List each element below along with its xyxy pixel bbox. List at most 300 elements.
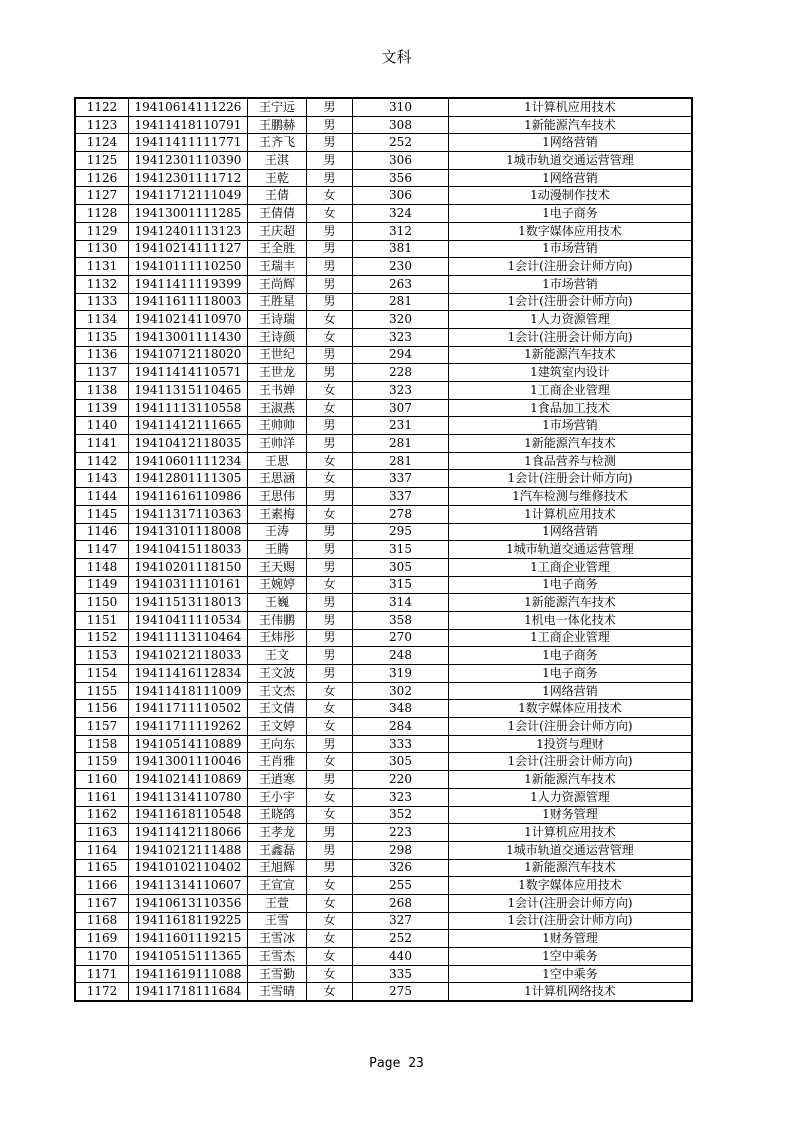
major-cell: 1新能源汽车技术 [449,771,693,789]
roster-table-body [75,98,692,1001]
gender-cell: 女 [307,930,353,948]
row-seq-cell: 1148 [75,558,129,576]
row-seq-cell: 1146 [75,523,129,541]
student-name-cell: 王尚辉 [248,275,307,293]
major-cell: 1网络营销 [449,682,693,700]
table-row [75,152,692,170]
score-cell: 223 [353,824,449,842]
student-id-cell: 19411314110607 [129,877,248,895]
row-seq-cell: 1154 [75,665,129,683]
row-seq-cell: 1138 [75,382,129,400]
table-row [75,948,692,966]
table-row [75,930,692,948]
gender-cell: 男 [307,134,353,152]
table-row [75,98,692,116]
student-id-cell: 19411412111665 [129,417,248,435]
table-row [75,293,692,311]
gender-cell: 女 [307,700,353,718]
student-id-cell: 19410214110869 [129,771,248,789]
score-cell: 230 [353,258,449,276]
student-id-cell: 19411711119262 [129,718,248,736]
row-seq-cell: 1144 [75,488,129,506]
student-name-cell: 王思伟 [248,488,307,506]
student-id-cell: 19411712111049 [129,187,248,205]
gender-cell: 男 [307,665,353,683]
major-cell: 1新能源汽车技术 [449,116,693,134]
score-cell: 315 [353,576,449,594]
table-row [75,399,692,417]
gender-cell: 女 [307,311,353,329]
row-seq-cell: 1166 [75,877,129,895]
gender-cell: 男 [307,594,353,612]
score-cell: 327 [353,912,449,930]
major-cell: 1电子商务 [449,665,693,683]
row-seq-cell: 1151 [75,611,129,629]
student-id-cell: 19411317110363 [129,505,248,523]
score-cell: 312 [353,222,449,240]
student-id-cell: 19412301110390 [129,152,248,170]
student-id-cell: 19412401113123 [129,222,248,240]
major-cell: 1工商企业管理 [449,382,693,400]
student-name-cell: 王肖雅 [248,753,307,771]
gender-cell: 男 [307,523,353,541]
row-seq-cell: 1137 [75,364,129,382]
gender-cell: 男 [307,558,353,576]
student-name-cell: 王庆超 [248,222,307,240]
student-name-cell: 王瑞丰 [248,258,307,276]
major-cell: 1投资与理财 [449,735,693,753]
row-seq-cell: 1158 [75,735,129,753]
student-id-cell: 19411414110571 [129,364,248,382]
major-cell: 1新能源汽车技术 [449,594,693,612]
row-seq-cell: 1153 [75,647,129,665]
score-cell: 298 [353,841,449,859]
major-cell: 1网络营销 [449,134,693,152]
major-cell: 1新能源汽车技术 [449,435,693,453]
table-row [75,824,692,842]
student-name-cell: 王思涵 [248,470,307,488]
student-name-cell: 王巍 [248,594,307,612]
major-cell: 1建筑室内设计 [449,364,693,382]
score-cell: 281 [353,293,449,311]
student-name-cell: 王文婷 [248,718,307,736]
score-cell: 306 [353,187,449,205]
row-seq-cell: 1125 [75,152,129,170]
score-cell: 323 [353,382,449,400]
score-cell: 323 [353,788,449,806]
row-seq-cell: 1136 [75,346,129,364]
major-cell: 1网络营销 [449,523,693,541]
table-row [75,806,692,824]
student-id-cell: 19411418111009 [129,682,248,700]
score-cell: 302 [353,682,449,700]
student-name-cell: 王逍寒 [248,771,307,789]
major-cell: 1计算机网络技术 [449,983,693,1001]
row-seq-cell: 1165 [75,859,129,877]
score-cell: 305 [353,753,449,771]
major-cell: 1会计(注册会计师方向) [449,328,693,346]
gender-cell: 女 [307,788,353,806]
student-id-cell: 19413001110046 [129,753,248,771]
student-id-cell: 19411718111684 [129,983,248,1001]
student-name-cell: 王文杰 [248,682,307,700]
row-seq-cell: 1127 [75,187,129,205]
table-row [75,417,692,435]
table-row [75,912,692,930]
student-id-cell: 19411314110780 [129,788,248,806]
student-id-cell: 19411113110558 [129,399,248,417]
gender-cell: 男 [307,735,353,753]
score-cell: 320 [353,311,449,329]
major-cell: 1食品加工技术 [449,399,693,417]
gender-cell: 女 [307,682,353,700]
student-id-cell: 19411618110548 [129,806,248,824]
major-cell: 1新能源汽车技术 [449,346,693,364]
major-cell: 1空中乘务 [449,965,693,983]
student-name-cell: 王雪冰 [248,930,307,948]
gender-cell: 女 [307,753,353,771]
score-cell: 248 [353,647,449,665]
table-row [75,771,692,789]
student-name-cell: 王萱 [248,894,307,912]
score-cell: 252 [353,134,449,152]
major-cell: 1电子商务 [449,576,693,594]
table-row [75,275,692,293]
major-cell: 1动漫制作技术 [449,187,693,205]
table-row [75,629,692,647]
gender-cell: 男 [307,488,353,506]
student-name-cell: 王宁远 [248,98,307,116]
student-id-cell: 19413001111285 [129,205,248,223]
row-seq-cell: 1122 [75,98,129,116]
table-row [75,346,692,364]
table-row [75,169,692,187]
table-row [75,488,692,506]
table-row [75,965,692,983]
row-seq-cell: 1164 [75,841,129,859]
student-id-cell: 19411412118066 [129,824,248,842]
student-id-cell: 19411513118013 [129,594,248,612]
student-id-cell: 19411418110791 [129,116,248,134]
gender-cell: 男 [307,364,353,382]
major-cell: 1会计(注册会计师方向) [449,470,693,488]
major-cell: 1计算机应用技术 [449,824,693,842]
major-cell: 1财务管理 [449,930,693,948]
score-cell: 381 [353,240,449,258]
score-cell: 440 [353,948,449,966]
gender-cell: 女 [307,894,353,912]
student-name-cell: 王世纪 [248,346,307,364]
major-cell: 1会计(注册会计师方向) [449,293,693,311]
student-name-cell: 王腾 [248,541,307,559]
score-cell: 252 [353,930,449,948]
score-cell: 270 [353,629,449,647]
score-cell: 305 [353,558,449,576]
gender-cell: 男 [307,222,353,240]
student-id-cell: 19411611118003 [129,293,248,311]
major-cell: 1城市轨道交通运营管理 [449,841,693,859]
major-cell: 1工商企业管理 [449,629,693,647]
major-cell: 1会计(注册会计师方向) [449,753,693,771]
student-name-cell: 王小宇 [248,788,307,806]
student-name-cell: 王诗瑞 [248,311,307,329]
row-seq-cell: 1157 [75,718,129,736]
gender-cell: 女 [307,399,353,417]
student-name-cell: 王宣宣 [248,877,307,895]
gender-cell: 男 [307,417,353,435]
score-cell: 337 [353,470,449,488]
gender-cell: 男 [307,240,353,258]
row-seq-cell: 1141 [75,435,129,453]
student-id-cell: 19412301111712 [129,169,248,187]
row-seq-cell: 1143 [75,470,129,488]
student-id-cell: 19411711110502 [129,700,248,718]
table-row [75,541,692,559]
gender-cell: 女 [307,382,353,400]
table-row [75,859,692,877]
major-cell: 1数字媒体应用技术 [449,877,693,895]
major-cell: 1会计(注册会计师方向) [449,894,693,912]
gender-cell: 男 [307,629,353,647]
student-name-cell: 王书婵 [248,382,307,400]
table-row [75,788,692,806]
table-row [75,505,692,523]
table-row [75,311,692,329]
major-cell: 1工商企业管理 [449,558,693,576]
score-cell: 356 [353,169,449,187]
row-seq-cell: 1161 [75,788,129,806]
row-seq-cell: 1170 [75,948,129,966]
major-cell: 1人力资源管理 [449,311,693,329]
major-cell: 1市场营销 [449,275,693,293]
gender-cell: 男 [307,611,353,629]
table-row [75,594,692,612]
student-name-cell: 王雪杰 [248,948,307,966]
score-cell: 307 [353,399,449,417]
student-name-cell: 王全胜 [248,240,307,258]
student-name-cell: 王炜彤 [248,629,307,647]
row-seq-cell: 1134 [75,311,129,329]
score-cell: 348 [353,700,449,718]
page-header-title: 文科 [381,48,412,66]
gender-cell: 男 [307,169,353,187]
row-seq-cell: 1162 [75,806,129,824]
row-seq-cell: 1131 [75,258,129,276]
score-cell: 314 [353,594,449,612]
gender-cell: 男 [307,346,353,364]
table-row [75,134,692,152]
score-cell: 326 [353,859,449,877]
student-id-cell: 19411411119399 [129,275,248,293]
major-cell: 1空中乘务 [449,948,693,966]
row-seq-cell: 1132 [75,275,129,293]
gender-cell: 女 [307,912,353,930]
table-row [75,452,692,470]
major-cell: 1城市轨道交通运营管理 [449,152,693,170]
student-name-cell: 王雪勤 [248,965,307,983]
score-cell: 333 [353,735,449,753]
gender-cell: 女 [307,505,353,523]
row-seq-cell: 1149 [75,576,129,594]
student-name-cell: 王胜星 [248,293,307,311]
major-cell: 1计算机应用技术 [449,98,693,116]
gender-cell: 男 [307,647,353,665]
student-name-cell: 王婉婷 [248,576,307,594]
row-seq-cell: 1159 [75,753,129,771]
major-cell: 1财务管理 [449,806,693,824]
major-cell: 1会计(注册会计师方向) [449,258,693,276]
student-id-cell: 19410102110402 [129,859,248,877]
student-id-cell: 19411616110986 [129,488,248,506]
gender-cell: 男 [307,293,353,311]
score-cell: 306 [353,152,449,170]
table-row [75,700,692,718]
student-id-cell: 19410415118033 [129,541,248,559]
table-row [75,470,692,488]
score-cell: 228 [353,364,449,382]
row-seq-cell: 1140 [75,417,129,435]
student-id-cell: 19410212111488 [129,841,248,859]
student-name-cell: 王淇 [248,152,307,170]
table-row [75,558,692,576]
score-cell: 278 [353,505,449,523]
row-seq-cell: 1133 [75,293,129,311]
student-name-cell: 王世龙 [248,364,307,382]
student-id-cell: 19410614111226 [129,98,248,116]
score-cell: 324 [353,205,449,223]
table-row [75,753,692,771]
major-cell: 1城市轨道交通运营管理 [449,541,693,559]
student-id-cell: 19410515111365 [129,948,248,966]
table-row [75,735,692,753]
gender-cell: 女 [307,948,353,966]
score-cell: 295 [353,523,449,541]
score-cell: 275 [353,983,449,1001]
major-cell: 1会计(注册会计师方向) [449,912,693,930]
score-cell: 315 [353,541,449,559]
row-seq-cell: 1139 [75,399,129,417]
score-cell: 335 [353,965,449,983]
student-id-cell: 19413101118008 [129,523,248,541]
row-seq-cell: 1169 [75,930,129,948]
student-id-cell: 19410311110161 [129,576,248,594]
score-cell: 323 [353,328,449,346]
student-name-cell: 王诗颜 [248,328,307,346]
table-row [75,435,692,453]
student-id-cell: 19412801111305 [129,470,248,488]
gender-cell: 男 [307,98,353,116]
student-id-cell: 19410601111234 [129,452,248,470]
gender-cell: 女 [307,187,353,205]
score-cell: 284 [353,718,449,736]
row-seq-cell: 1152 [75,629,129,647]
major-cell: 1新能源汽车技术 [449,859,693,877]
student-name-cell: 王向东 [248,735,307,753]
admission-roster-table [74,97,693,1002]
score-cell: 319 [353,665,449,683]
student-name-cell: 王素梅 [248,505,307,523]
row-seq-cell: 1142 [75,452,129,470]
major-cell: 1电子商务 [449,647,693,665]
major-cell: 1会计(注册会计师方向) [449,718,693,736]
major-cell: 1电子商务 [449,205,693,223]
score-cell: 231 [353,417,449,435]
major-cell: 1计算机应用技术 [449,505,693,523]
score-cell: 294 [353,346,449,364]
student-name-cell: 王文 [248,647,307,665]
table-row [75,328,692,346]
table-row [75,894,692,912]
row-seq-cell: 1156 [75,700,129,718]
table-row [75,665,692,683]
student-name-cell: 王帅洋 [248,435,307,453]
gender-cell: 女 [307,576,353,594]
student-id-cell: 19411601119215 [129,930,248,948]
student-name-cell: 王伟鹏 [248,611,307,629]
student-id-cell: 19411411111771 [129,134,248,152]
major-cell: 1数字媒体应用技术 [449,222,693,240]
student-id-cell: 19411618119225 [129,912,248,930]
row-seq-cell: 1160 [75,771,129,789]
table-row [75,364,692,382]
student-id-cell: 19411113110464 [129,629,248,647]
student-id-cell: 19410212118033 [129,647,248,665]
score-cell: 352 [353,806,449,824]
gender-cell: 女 [307,983,353,1001]
table-row [75,841,692,859]
table-row [75,258,692,276]
row-seq-cell: 1126 [75,169,129,187]
student-name-cell: 王文波 [248,665,307,683]
row-seq-cell: 1167 [75,894,129,912]
student-name-cell: 王孝龙 [248,824,307,842]
student-name-cell: 王思 [248,452,307,470]
gender-cell: 女 [307,877,353,895]
gender-cell: 男 [307,435,353,453]
student-id-cell: 19411619111088 [129,965,248,983]
table-row [75,382,692,400]
gender-cell: 男 [307,275,353,293]
student-name-cell: 王淑燕 [248,399,307,417]
gender-cell: 女 [307,470,353,488]
table-row [75,877,692,895]
score-cell: 255 [353,877,449,895]
student-name-cell: 王鹏赫 [248,116,307,134]
student-name-cell: 王倩倩 [248,205,307,223]
table-row [75,611,692,629]
row-seq-cell: 1168 [75,912,129,930]
student-id-cell: 19410514110889 [129,735,248,753]
row-seq-cell: 1147 [75,541,129,559]
gender-cell: 女 [307,205,353,223]
score-cell: 308 [353,116,449,134]
gender-cell: 男 [307,152,353,170]
student-name-cell: 王齐飞 [248,134,307,152]
major-cell: 1人力资源管理 [449,788,693,806]
student-id-cell: 19410214111127 [129,240,248,258]
row-seq-cell: 1123 [75,116,129,134]
score-cell: 281 [353,435,449,453]
table-row [75,576,692,594]
gender-cell: 男 [307,841,353,859]
row-seq-cell: 1145 [75,505,129,523]
student-id-cell: 19410111110250 [129,258,248,276]
score-cell: 310 [353,98,449,116]
student-id-cell: 19411315110465 [129,382,248,400]
gender-cell: 男 [307,824,353,842]
row-seq-cell: 1135 [75,328,129,346]
score-cell: 263 [353,275,449,293]
